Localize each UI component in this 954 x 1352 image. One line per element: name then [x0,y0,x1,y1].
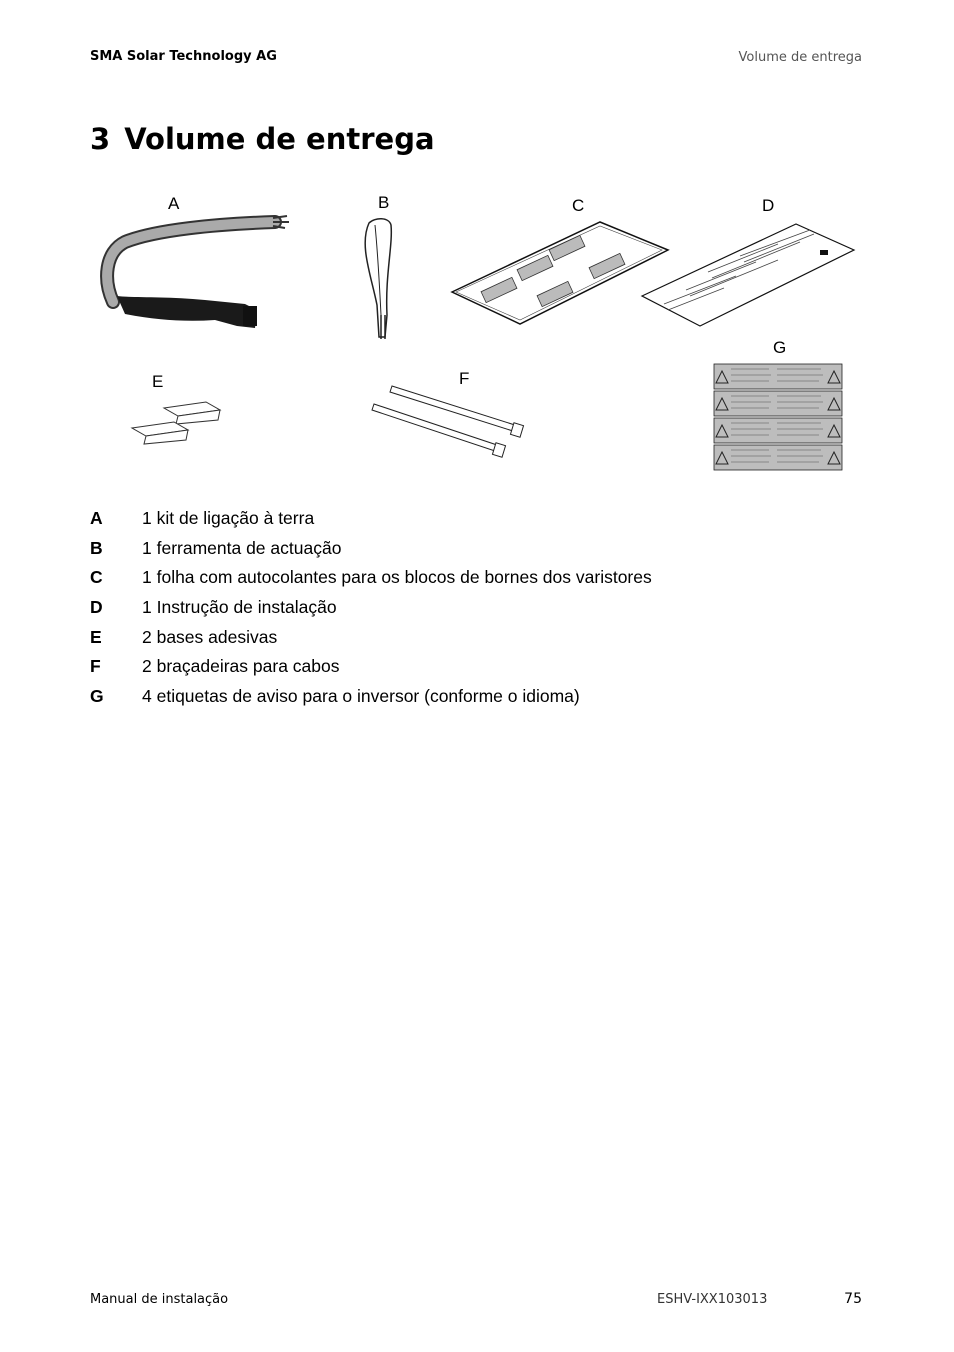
footer-document-code: ESHV-IXX103013 [657,1292,768,1307]
figure-letter-e: E [152,372,164,391]
item-key: F [90,656,101,677]
figure-letter-a: A [168,194,180,213]
item-text: 1 ferramenta de actuação [142,537,342,558]
page-number: 75 [844,1291,862,1307]
list-item [90,504,652,534]
figure-letter-f: F [459,369,470,388]
item-key: C [90,567,103,588]
item-text: 1 kit de ligação à terra [142,508,315,529]
list-item [90,682,652,712]
item-key: E [90,626,102,647]
list-item [90,652,652,682]
figure-letter-g: G [773,338,787,357]
item-key: B [90,537,103,558]
list-item [90,593,652,623]
list-item [90,563,652,593]
item-key: A [90,508,103,529]
list-item [90,622,652,652]
cable-ties-illustration [370,382,530,462]
item-text: 2 braçadeiras para cabos [142,656,340,677]
item-text: 1 Instrução de instalação [142,597,337,618]
header-section: Volume de entrega [738,50,862,65]
item-text: 4 etiquetas de aviso para o inversor (conforme o idioma) [142,685,580,706]
header-company: SMA Solar Technology AG [90,49,277,64]
installation-instructions-illustration [640,222,856,330]
title-number: 3 [90,122,111,156]
grounding-kit-illustration [95,210,295,340]
warning-labels-illustration [713,363,844,473]
adhesive-bases-illustration [130,400,225,445]
page-title [90,122,435,156]
item-text: 1 folha com autocolantes para os blocos de bornes dos varistores [142,567,652,588]
list-item [90,534,652,564]
figure-letter-c: C [572,196,585,215]
item-key: D [90,597,103,618]
delivery-items-list [90,504,652,711]
figure-letter-d: D [762,196,775,215]
footer-document-name: Manual de instalação [90,1292,229,1307]
title-text: Volume de entrega [124,122,435,156]
sticker-sheet-illustration [450,220,670,330]
figure-letter-b: B [378,193,390,212]
actuation-tool-illustration [355,215,405,345]
item-text: 2 bases adesivas [142,626,278,647]
item-key: G [90,685,104,706]
